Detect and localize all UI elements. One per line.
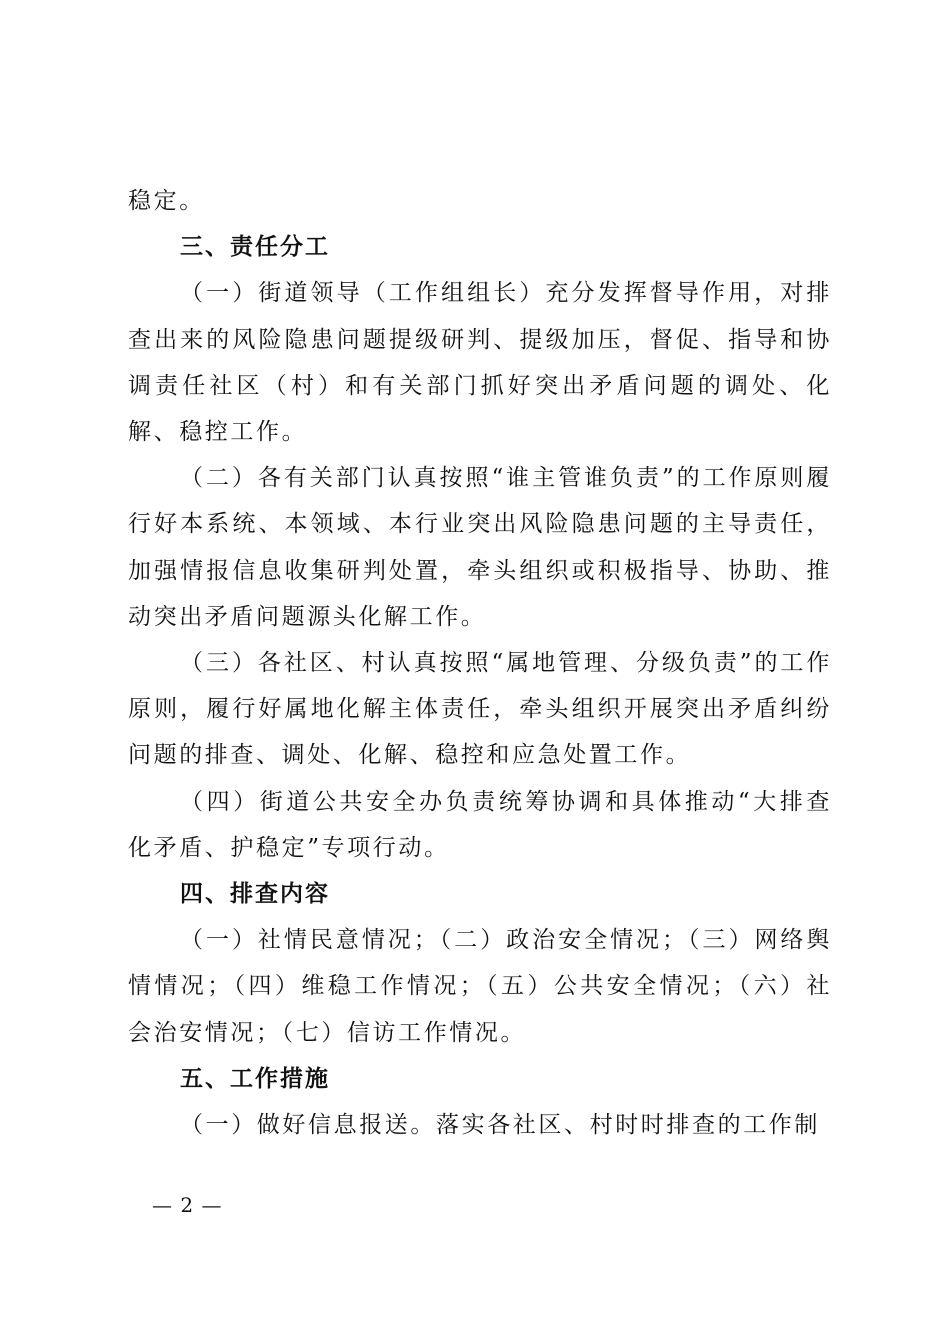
document-body [128, 178, 832, 1148]
paragraph-2: （二）各有关部门认真按照“谁主管谁负责”的工作原则履行好本系统、本领域、本行业突出风险隐患问题的主导责任，加强情报信息收集研判处置，牵头组织或积极指导、协助、推动突出矛盾问题源头化解工作。 [128, 465, 832, 630]
section-heading-responsibilities: 三、责任分工 [180, 234, 330, 261]
section-heading-inspection-content: 四、排查内容 [180, 881, 330, 908]
section-heading-work-measures: 五、工作措施 [180, 1065, 330, 1092]
page-number: — 2 — [152, 1193, 223, 1217]
paragraph-4: （四）街道公共安全办负责统筹协调和具体推动“大排查化矛盾、护稳定”专项行动。 [128, 788, 832, 861]
paragraph-5: （一）社情民意情况；（二）政治安全情况；（三）网络舆情情况；（四）维稳工作情况；（五）公共安全情况；（六）社会治安情况；（七）信访工作情况。 [128, 927, 832, 1046]
paragraph-3: （三）各社区、村认真按照“属地管理、分级负责”的工作原则，履行好属地化解主体责任，牵头组织开展突出矛盾纠纷问题的排查、调处、化解、稳控和应急处置工作。 [128, 650, 832, 769]
paragraph-continuation: 稳定。 [128, 188, 205, 214]
paragraph-6: （一）做好信息报送。落实各社区、村时时排查的工作制 [180, 1112, 820, 1139]
paragraph-1: （一）街道领导（工作组组长）充分发挥督导作用，对排查出来的风险隐患问题提级研判、提级加压，督促、指导和协调责任社区（村）和有关部门抓好突出矛盾问题的调处、化解、稳控工作。 [128, 280, 832, 446]
